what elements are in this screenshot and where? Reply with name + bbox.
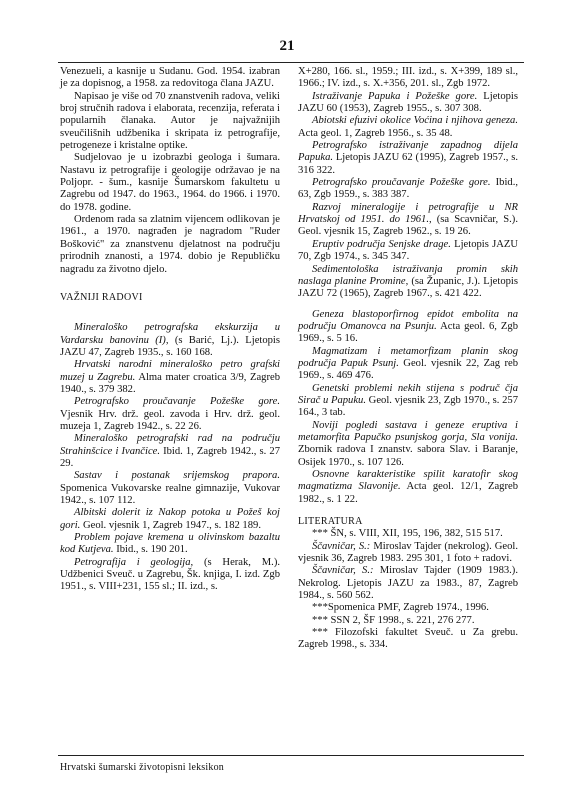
works-entry-title: Problem pojave kremena u olivinskom bazaltu kod Kutjeva. [60, 532, 280, 556]
works-entry-title: Petrografsko proučavanje Požeške gore. [312, 177, 491, 189]
works-entry-details: Ibid., 63, Zgb 1959., s. 383 387. [298, 177, 518, 201]
works-entry-title: Osnovne karakteristike spilit karatofir skog magmatizma Slavonije. [298, 469, 518, 493]
works-entry-title: Geneza blastoporfirnog epidot embolita na području Omanovca na Psunju. [298, 308, 518, 332]
works-entry [60, 532, 280, 557]
bio-paragraph: Sudjelovao je u izobrazbi geologa i šumara. Nastavu iz petrografije i geologije održavao je na Poljopr. - šum., kasnije Šumarskom fakultetu u Zagrebu od 1947. do 1963., 1964. do 1966. i 1970. do 1978. godine. [60, 152, 280, 213]
works-entry [298, 177, 518, 202]
literature-entry-details: Miroslav Tajder (nekrolog). Geol. vjesnik 36, Zagreb 1983. 295 301, 1 foto + radovi. [298, 540, 518, 565]
works-entry-title: Mineraloško petrografski rad na području Strahinšcice i Ivančice. [60, 433, 280, 457]
literature-entry [298, 565, 518, 602]
works-entry-details: (s Barić, Lj.). Ljetopis JAZU 47, Zagreb 1935., s. 160 168. [60, 334, 280, 358]
works-entry [60, 470, 280, 507]
left-column [60, 66, 280, 594]
works-entry [298, 115, 518, 140]
works-entry-details: Ibid. 1, Zagreb 1942., s. 27 29. [60, 445, 280, 469]
works-entry-details: Alma mater croatica 3/9, Zagreb 1940., s. 379 382. [60, 371, 281, 395]
works-heading: VAŽNIJI RADOVI [60, 291, 143, 303]
literature-entry-title: Ščavničar, S.: [312, 540, 371, 552]
literature-entry-details: ***Spomenica PMF, Zagreb 1974., 1996. [312, 602, 489, 614]
works-entry-details: X+280, 166. sl., 1959.; III. izd., s. X+399, 189 sl., 1966.; IV. izd., s. X.+356, 201. sl., Zgb 1972. [298, 66, 518, 90]
bio-paragraph: Ordenom rada sa zlatnim vijencem odlikovan je 1961., a 1970. nagrađen je nagradom "Ruder Bošković" za znanstvenu djelatnost na području prirodnih znanosti, a 1974. dobio je Republičku nagradu za životno djelo. [60, 214, 280, 275]
literature-heading: LITERATURA [298, 516, 363, 528]
works-entry [298, 239, 518, 264]
works-entry [298, 140, 518, 177]
works-list-right [298, 66, 518, 506]
works-entry [298, 309, 518, 346]
bio-paragraph: Venezueli, a kasnije u Sudanu. God. 1954. izabran je za dopisnog, a 1958. za redovitoga člana JAZU. [60, 66, 280, 90]
works-entry-title: Petrografsko istraživanje zapadnog dijela Papuka. [298, 140, 518, 164]
works-entry-title: Magmatizam i metamorfizam planin skog područja Papuk Psunj. [298, 345, 518, 369]
works-entry-details: Zbornik radova I znanstv. sabora Slav. i Baranje, Osijek 1970., s. 107 126. [298, 444, 518, 468]
works-entry-title: Abiotski efuzivi okolice Voćina i njihova geneza. [312, 115, 518, 127]
works-entry-details: Vjesnik Hrv. drž. geol. zavoda i Hrv. drž. geol. muzeja 1, Zagreb 1942., s. 22 26. [60, 408, 280, 432]
works-entry-details: Geol. vjesnik 1, Zagreb 1947., s. 182 189. [80, 519, 261, 531]
literature-entry [298, 627, 518, 652]
works-entry [298, 420, 518, 469]
literature-entry-details: Miroslav Tajder (1909 1983.). Nekrolog. Ljetopis JAZU za 1983., 87, Zagreb 1984., s. 560 562. [298, 565, 518, 602]
bio-paragraph: Napisao je više od 70 znanstvenih radova, veliki broj stručnih radova i elaborata, recenzija, referata i popularnih članaka. Autor je najvažnijih sveučilišnih udžbenika i skripata iz petrografije, petrogeneze i kristalne optike. [60, 90, 280, 152]
works-entry [298, 469, 518, 506]
works-entry [298, 66, 518, 91]
literature-entry [298, 528, 518, 540]
works-entry-details: (sa Županic, J.). Ljetopis JAZU 72 (1965), Zagreb 1967., s. 421 422. [298, 275, 518, 300]
works-entry-details: Geol. vjesnik 23, Zgb 1970., s. 257 164., 3 tab. [298, 394, 518, 419]
works-entry-details: (sa Scavničar, S.). Geol. vjesnik 15, Zagreb 1962., s. 19 26. [298, 214, 518, 238]
works-entry-title: Hrvatski narodni mineraloško petro grafski muzej u Zagrebu. [60, 359, 280, 383]
works-entry-title: Eruptiv područja Senjske drage. [312, 238, 451, 250]
works-entry [60, 396, 280, 433]
works-entry-title: Petrografsko proučavanje Požeške gore. [74, 396, 280, 408]
right-column [298, 66, 518, 652]
works-list-left [60, 322, 280, 594]
works-entry [298, 202, 518, 239]
works-entry [60, 322, 280, 359]
works-entry-title: Albitski dolerit iz Nakop potoka u Požeš koj gori. [60, 507, 280, 531]
works-entry-title: Istraživanje Papuka i Požeške gore. [312, 90, 478, 102]
works-entry-details: Acta geol. 6, Zgb 1969., s. 5 16. [298, 320, 519, 345]
works-entry-title: Sedimentološka istraživanja promin skih naslaga planine Promine, [298, 263, 518, 287]
works-entry [298, 91, 518, 116]
literature-entry [298, 602, 518, 614]
page-number: 21 [279, 38, 295, 54]
works-entry-details: (s Herak, M.). Udžbenici Sveuč. u Zagrebu, Šk. knjiga, I. izd. Zgb 1951., s. VIII+231, 155 sl.; II. izd., s. [60, 556, 280, 593]
literature-entry-details: *** ŠN, s. VIII, XII, 195, 196, 382, 515 517. [312, 528, 503, 540]
literature-list [298, 528, 518, 651]
literature-entry [298, 541, 518, 566]
works-entry [298, 264, 518, 301]
works-entry-details: Spomenica Vukovarske realne gimnazije, Vukovar 1942., s. 107 112. [60, 482, 280, 506]
works-entry-details: Acta geol. 12/1, Zagreb 1982., s. 1 22. [298, 481, 518, 505]
literature-entry-title: Ščavničar, S.: [312, 565, 374, 577]
literature-entry-details: *** SSN 2, ŠF 1998., s. 221, 276 277. [312, 614, 475, 626]
works-entry-details: Ibid., s. 190 201. [113, 544, 188, 556]
works-entry-title: Mineraloško petrografska ekskurzija u Vardarsku banovinu (I), [60, 322, 280, 346]
works-entry-title: Sastav i postanak srijemskog prapora. [74, 470, 280, 482]
works-entry [60, 433, 280, 470]
works-entry [60, 557, 280, 594]
footer-text: Hrvatski šumarski životopisni leksikon [60, 762, 224, 773]
literature-entry [298, 615, 518, 627]
works-entry-title: Petrografija i geologija, [74, 556, 194, 568]
works-entry [298, 383, 518, 420]
literature-entry-details: *** Filozofski fakultet Sveuč. u Za grebu. Zagreb 1998., s. 334. [298, 627, 518, 651]
entry-gap [298, 301, 518, 309]
works-entry-details: Ljetopis JAZU 60 (1953), Zagreb 1955., s. 307 308. [298, 90, 518, 115]
works-entry-details: Ljetopis JAZU 70, Zgb 1974., s. 345 347. [298, 238, 518, 263]
works-entry-details: Ljetopis JAZU 62 (1995), Zagreb 1957., s. 316 322. [298, 152, 518, 176]
works-entry-title: Noviji pogledi sastava i geneze eruptiva i metamorfita Papučko psunjskog gorja, Sla vonija. [298, 419, 518, 443]
works-entry [60, 507, 280, 532]
bottom-rule [58, 755, 524, 756]
works-entry-title: Genetski problemi nekih stijena s područ čja Sirač u Papuku. [298, 382, 518, 406]
works-entry [60, 359, 280, 396]
works-entry-details: Geol. vjesnik 22, Zag reb 1969., s. 469 476. [298, 357, 518, 382]
works-entry-title: Razvoj mineralogije i petrografije u NR Hrvatskoj od 1951. do 1961., [298, 201, 518, 226]
works-entry [298, 346, 518, 383]
top-rule [58, 62, 524, 63]
works-entry-details: Acta geol. 1, Zagreb 1956., s. 35 48. [298, 127, 453, 139]
